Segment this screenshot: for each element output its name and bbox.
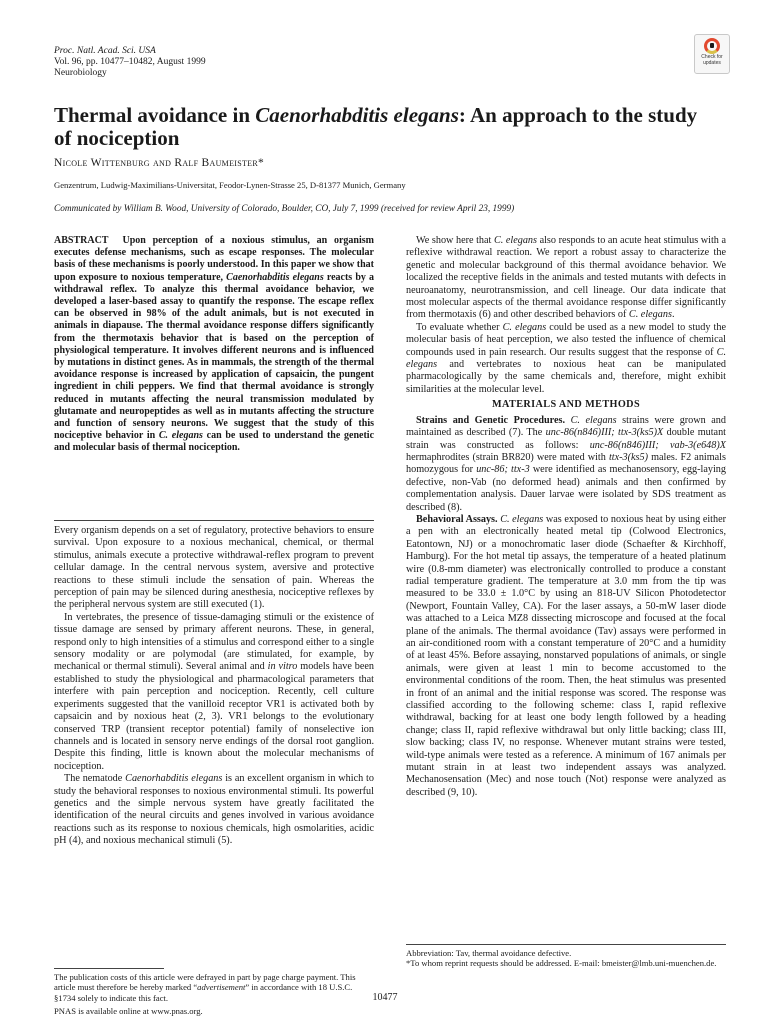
page-number: 10477 bbox=[372, 992, 398, 1003]
authors: Nicole Wittenburg and Ralf Baumeister* bbox=[54, 157, 265, 169]
affiliation: Genzentrum, Ludwig-Maximilians-Universitat, Feodor-Lynen-Strasse 25, D-81377 Munich, Germany bbox=[54, 180, 406, 190]
footnotes-left bbox=[54, 968, 374, 1017]
abstract-label: ABSTRACT bbox=[54, 235, 109, 246]
journal-name: Proc. Natl. Acad. Sci. USA bbox=[54, 46, 156, 56]
journal-section: Neurobiology bbox=[54, 68, 107, 78]
reprint-request-note: *To whom reprint requests should be addressed. E-mail: bmeister@lmb.uni-muenchen.de. bbox=[406, 958, 717, 969]
right-column-text bbox=[406, 235, 726, 799]
footnotes-right bbox=[406, 944, 726, 969]
section-heading-methods: MATERIALS AND METHODS bbox=[491, 399, 641, 411]
abbreviation-note: Abbreviation: Tav, thermal avoidance defective. bbox=[406, 948, 572, 958]
intro-paragraph-3: The nematode Caenorhabditis elegans is an excellent organism in which to study the behavioral responses to noxious environmental stimuli. Its powerful genetics and the simple nervous system have greatly facilitated the identification of the neural circuits and genes involved in various avoidance reactions such as its response to noxious chemicals, high osmolarities, acidic pH (4), and noxious mechanical stimuli (5). bbox=[54, 773, 374, 847]
journal-volume: Vol. 96, pp. 10477–10482, August 1999 bbox=[54, 57, 206, 67]
journal-header bbox=[54, 46, 206, 79]
intro-paragraph-2: In vertebrates, the presence of tissue-damaging stimuli or the existence of tissue damage are sensed by primary afferent neurons. These, in general, respond only to high intensities of a stimulus and correspond either to a single sensory modality or are polymodal (are stimulated, for example, by mechanical or thermal stimuli). Several animal and in vitro models have been established to study the physiological and pharmacological parameters that interfere with pain perception and nociception. Recently, cell culture experiments suggested that the vanilloid receptor VR1 is activated both by capsaicin and by noxious heat (2, 3). VR1 belongs to the evolutionary conserved TRP (transient receptor potential) family of nonselective ion channels and is located in sensory nerve endings of the dorsal root ganglion. Despite this finding, little is known about the molecular mechanisms of nociception. bbox=[54, 611, 375, 772]
strains-paragraph: Strains and Genetic Procedures. C. elegans strains were grown and maintained as described (7). The unc-86(n846)III; ttx-3(ks5)X double mutant strain was constructed as follows: unc-86(n846)III; vab-3(e648)X hermaphrodites (strain BR820) were mated with ttx-3(ks5) males. F2 animals homozygous for unc-86; ttx-3 were identified as mechanosensory, egg-laying defective, non-Vab (no deformed head) animals and then confirmed by complementation analysis. Dauer larvae were isolated by SDS treatment as described (8). bbox=[406, 414, 726, 513]
introduction-text bbox=[54, 520, 374, 848]
intro-paragraph-1: Every organism depends on a set of regulatory, protective behaviors to ensure survival. Upon exposure to a noxious mechanical, chemical, or thermal stimulus, animals execute a protective withdrawal-reflex program to prevent cellular damage. In the central nervous system, aversive and protective reactions to these stimuli include the sensation of pain. Whereas the perception of pain may be silenced during anesthesia, nociceptive reflexes by the peripheral nervous system are still executed (1). bbox=[54, 525, 374, 611]
crossmark-icon bbox=[704, 38, 720, 54]
abstract: ABSTRACT Upon perception of a noxious stimulus, an organism executes defense mechanisms, such as escape responses. The molecular basis of these mechanisms is poorly understood. In this paper we show that upon exposure to noxious temperature, Caenorhabditis elegans reacts by a withdrawal reflex. To analyze this thermal avoidance behavior, we developed a laser-based assay to quantify the response. The escape reflex can be observed in 98% of the adult animals, but is not executed in animals in diapause. The thermal avoidance response differs significantly from the thermotaxis behavior that is based on the perception of physiological temperature. It involves different neurons and is influenced by mutations in distinct genes. As in mammals, the strength of the thermal avoidance response is increased by application of capsaicin, the pungent ingredient in chili peppers. We find that thermal avoidance is strongly reduced in mutants affecting the neural transmission modulated by glutamate and neuropeptides as well as in mutants affecting the structure and function of sensory neurons. We suggest that the study of this nociceptive behavior in C. elegans can be used to understand the genetic and molecular basis of thermal nociception. bbox=[54, 235, 375, 454]
footnote-divider-right bbox=[406, 944, 726, 945]
right-paragraph-2: To evaluate whether C. elegans could be used as a new model to study the molecular basis of heat perception, we also tested the influence of chemical compounds used in pain research. Our results suggest that the response of C. elegans and vertebrates to noxious heat can be manipulated pharmacologically by the same chemicals and, therefore, might exhibit similarities at the molecular level. bbox=[406, 321, 726, 395]
page-charge-note: The publication costs of this article were defrayed in part by page charge payment. This article must therefore be hereby marked “advertisement” in accordance with 18 U.S.C. §1734 solely to indicate this fact. bbox=[54, 972, 356, 1003]
badge-line1: Check for bbox=[701, 54, 723, 60]
badge-line2: updates bbox=[703, 60, 721, 66]
right-paragraph-1: We show here that C. elegans also responds to an acute heat stimulus with a reflexive withdrawal reaction. We report a robust assay to characterize the genetic and molecular background of this thermal avoidance behavior. We localized the receptive fields in the animals and tested mutants with defects in neuroanatomy, neurotransmission, and cell lineage. Our data indicate that most molecular aspects of the thermal avoidance response differ significantly from thermotaxis (6) and other described behaviors of C. elegans. bbox=[406, 235, 726, 321]
pnas-online-note: PNAS is available online at www.pnas.org. bbox=[54, 1006, 203, 1017]
check-for-updates-badge[interactable] bbox=[694, 34, 730, 74]
article-title: Thermal avoidance in Caenorhabditis elegans: An approach to the study of nociception bbox=[54, 103, 698, 150]
communicated-by: Communicated by William B. Wood, University of Colorado, Boulder, CO, July 7, 1999 (received for review April 23, 1999) bbox=[54, 204, 515, 214]
abstract-divider bbox=[54, 520, 374, 521]
behavioral-assays-paragraph: Behavioral Assays. C. elegans was exposed to noxious heat by using either a pen with an electronically heated metal tip (Colwood Electronics, Eatontown, NJ) or a monochromatic laser diode (Schaefter & Kirchhoff, Hamburg). For the hot metal tip assays, the temperature of a heated platinum wire (0.8-mm diameter) was electronically controlled to produce a constant radial temperature gradient. The temperature at 3.0 mm from the tip was measured to be 33.0 ± 1.0°C by using an 818-UV Silicon Photodetector (Newport, Fountain Valley, CA). For the laser assays, a 50-mW laser diode was attached to a Leica MZ8 dissecting microscope and focused at the focal plane of the animals. The thermal avoidance (Tav) assays were performed in an air-conditioned room with a constant temperature of 20°C and a humidity of at least 45%. Before assaying, nonstarved populations of animals, or single animals, were given at least 1 min to become accustomed to the environmental conditions of the room. Then, the heat stimulus was presented in front of an animal and the initial response was scored. The response was classified according to the following scheme: class I, rapid reflexive withdrawal, backing for at least one body length followed by a heading change; class II, rapid reflexive withdrawal but only little backing; class III, slow backing; class IV, no response. Whenever mutant strains were tested, wild-type animals were tested as a reference. A minimum of 167 animals per mutant strain in at least two independent assays was analyzed. Mechanosensation (Mec) and nose touch (Not) response were analyzed as described (9, 10). bbox=[406, 513, 727, 798]
footnote-divider-left bbox=[54, 968, 164, 969]
